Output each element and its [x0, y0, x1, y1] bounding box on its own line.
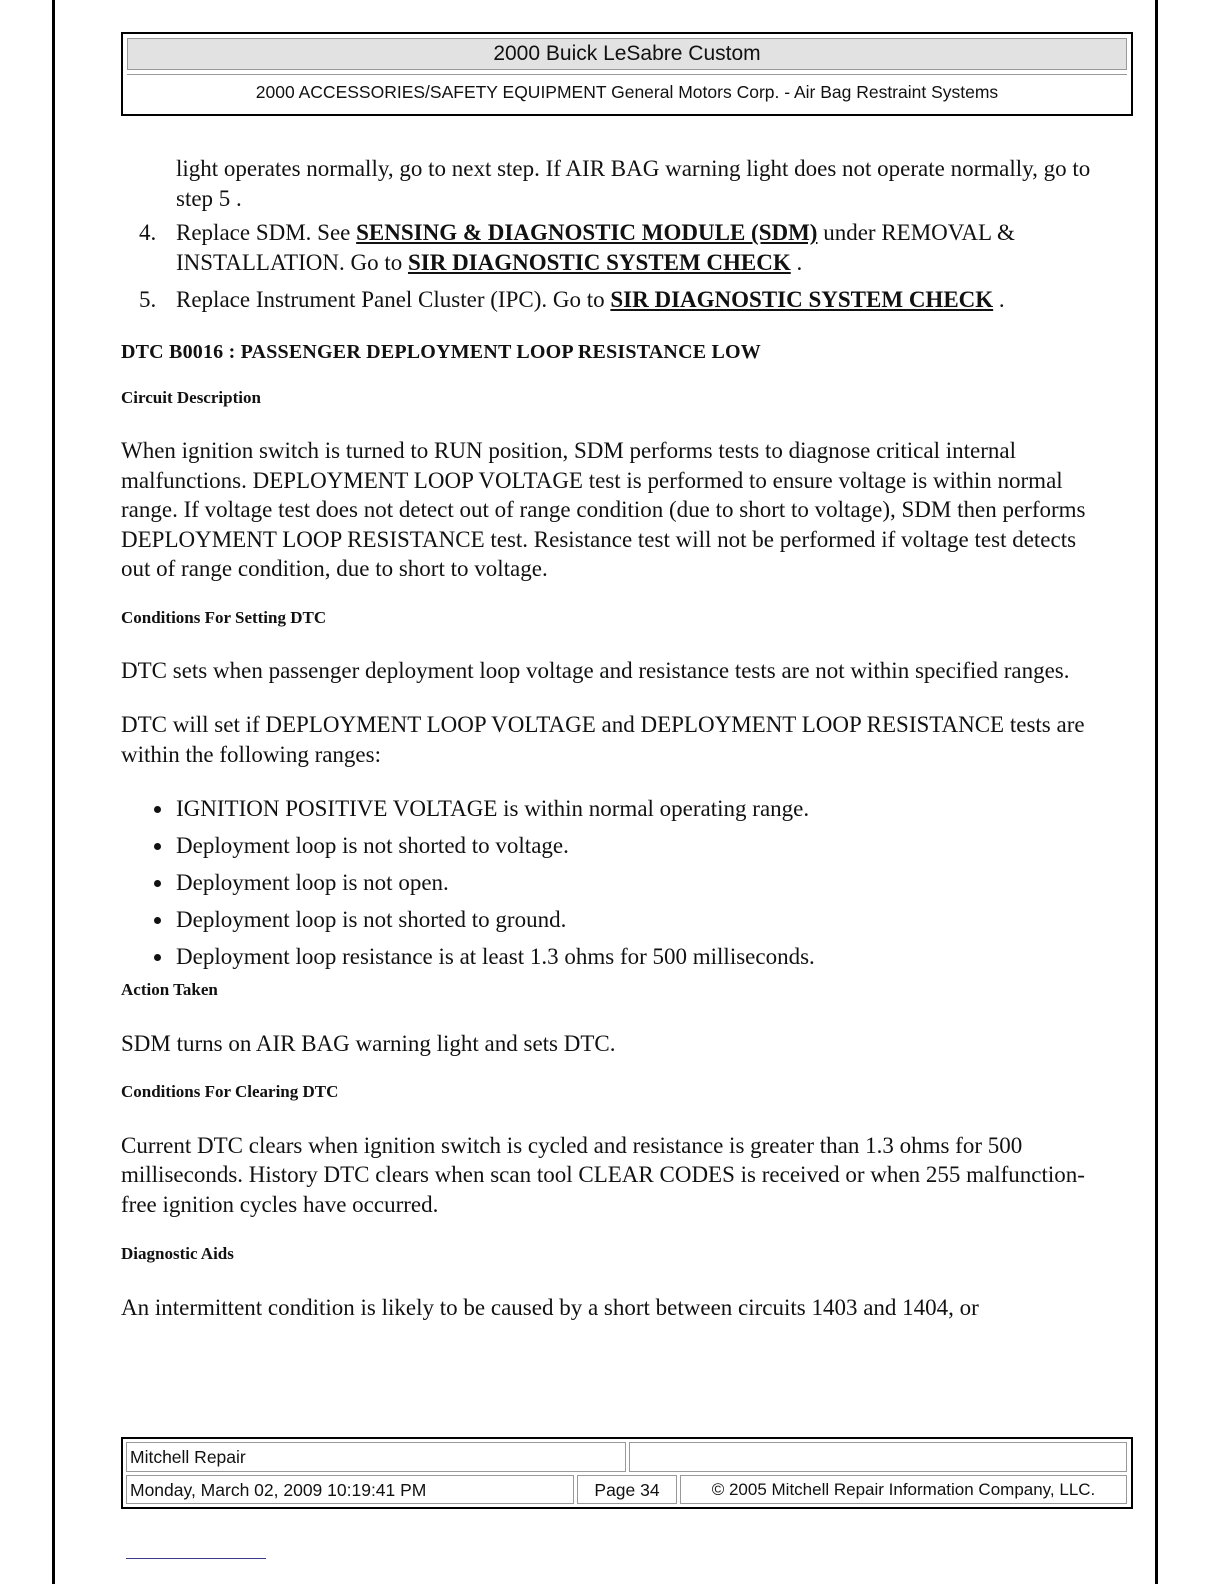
step-text: Replace SDM. See [176, 220, 357, 245]
diagnostic-aids-text: An intermittent condition is likely to be caused by a short between circuits 1403 and 1404, or [121, 1295, 979, 1320]
bullet-icon [154, 880, 161, 887]
action-taken-text: SDM turns on AIR BAG warning light and sets DTC. [121, 1031, 616, 1056]
page-header [121, 32, 1133, 116]
step-5 [121, 285, 1111, 315]
footer-empty-cell [629, 1442, 1127, 1472]
setting-conditions-heading: Conditions For Setting DTC [121, 607, 327, 627]
sir-diagnostic-check-link[interactable]: SIR DIAGNOSTIC SYSTEM CHECK [407, 250, 791, 275]
list-item: Deployment loop is not shorted to ground. [121, 905, 1111, 935]
list-item: Deployment loop is not shorted to voltage. [121, 831, 1111, 861]
continued-step-text: light operates normally, go to next step. If AIR BAG warning light does not operate normally, go to step 5 . [176, 156, 1091, 211]
clearing-conditions-text: Current DTC clears when ignition switch is cycled and resistance is greater than 1.3 ohms for 500 milliseconds. History DTC clears when scan tool CLEAR CODES is received or when 255 malfunction-free ignition cycles have occurred. [121, 1132, 1085, 1217]
footer-company: Mitchell Repair [126, 1442, 626, 1472]
circuit-description-heading: Circuit Description [121, 388, 261, 407]
list-item: Deployment loop is not open. [121, 868, 1111, 898]
bullet-icon [154, 806, 161, 813]
footer-copyright: © 2005 Mitchell Repair Information Company, LLC. [680, 1475, 1127, 1504]
document-subtitle: 2000 ACCESSORIES/SAFETY EQUIPMENT General Motors Corp. - Air Bag Restraint Systems [127, 74, 1127, 109]
document-title: 2000 Buick LeSabre Custom [127, 38, 1127, 70]
step-list [121, 218, 1111, 315]
page-right-border [1155, 0, 1158, 1584]
action-taken-heading: Action Taken [121, 980, 218, 999]
step-text: under REMOVAL & INSTALLATION. Go to [176, 220, 1015, 275]
sdm-link[interactable]: SENSING & DIAGNOSTIC MODULE (SDM) [356, 220, 818, 245]
footnote-divider [126, 1558, 266, 1559]
footer-date: Monday, March 02, 2009 10:19:41 PM [126, 1475, 574, 1504]
clearing-conditions-heading: Conditions For Clearing DTC [121, 1081, 339, 1101]
bullet-icon [154, 917, 161, 924]
list-item: IGNITION POSITIVE VOLTAGE is within normal operating range. [121, 794, 1111, 824]
setting-ranges-text: DTC will set if DEPLOYMENT LOOP VOLTAGE and DEPLOYMENT LOOP RESISTANCE tests are within the following ranges: [121, 712, 1085, 767]
bullet-icon [154, 954, 161, 961]
step-4 [121, 218, 1111, 278]
sir-diagnostic-check-link[interactable]: SIR DIAGNOSTIC SYSTEM CHECK [610, 287, 994, 312]
bullet-icon [154, 843, 161, 850]
step-number: 4. [139, 220, 157, 245]
footer-page-number: Page 34 [577, 1475, 677, 1504]
circuit-description-text: When ignition switch is turned to RUN position, SDM performs tests to diagnose critical internal malfunctions. DEPLOYMENT LOOP VOLTAGE test is performed to ensure voltage is within normal range. If voltage test does not detect out of range condition (due to short to voltage), SDM then performs DEPLOYMENT LOOP RESISTANCE test. Resistance test will not be performed if voltage test detects out of range condition, due to short to voltage. [121, 438, 1086, 581]
page-content [121, 154, 1111, 1323]
step-text: . [790, 250, 803, 275]
page-footer [121, 1437, 1133, 1509]
dtc-title: DTC B0016 : PASSENGER DEPLOYMENT LOOP RESISTANCE LOW [121, 341, 761, 363]
page-left-border [52, 0, 55, 1584]
list-item: Deployment loop resistance is at least 1.3 ohms for 500 milliseconds. [121, 942, 1111, 972]
step-text: . [993, 287, 1005, 312]
setting-conditions-text: DTC sets when passenger deployment loop voltage and resistance tests are not within specified ranges. [121, 657, 1070, 683]
range-list [121, 794, 1111, 972]
diagnostic-aids-heading: Diagnostic Aids [121, 1244, 234, 1263]
step-text: Replace Instrument Panel Cluster (IPC). Go to [176, 287, 611, 312]
step-number: 5. [139, 287, 157, 312]
